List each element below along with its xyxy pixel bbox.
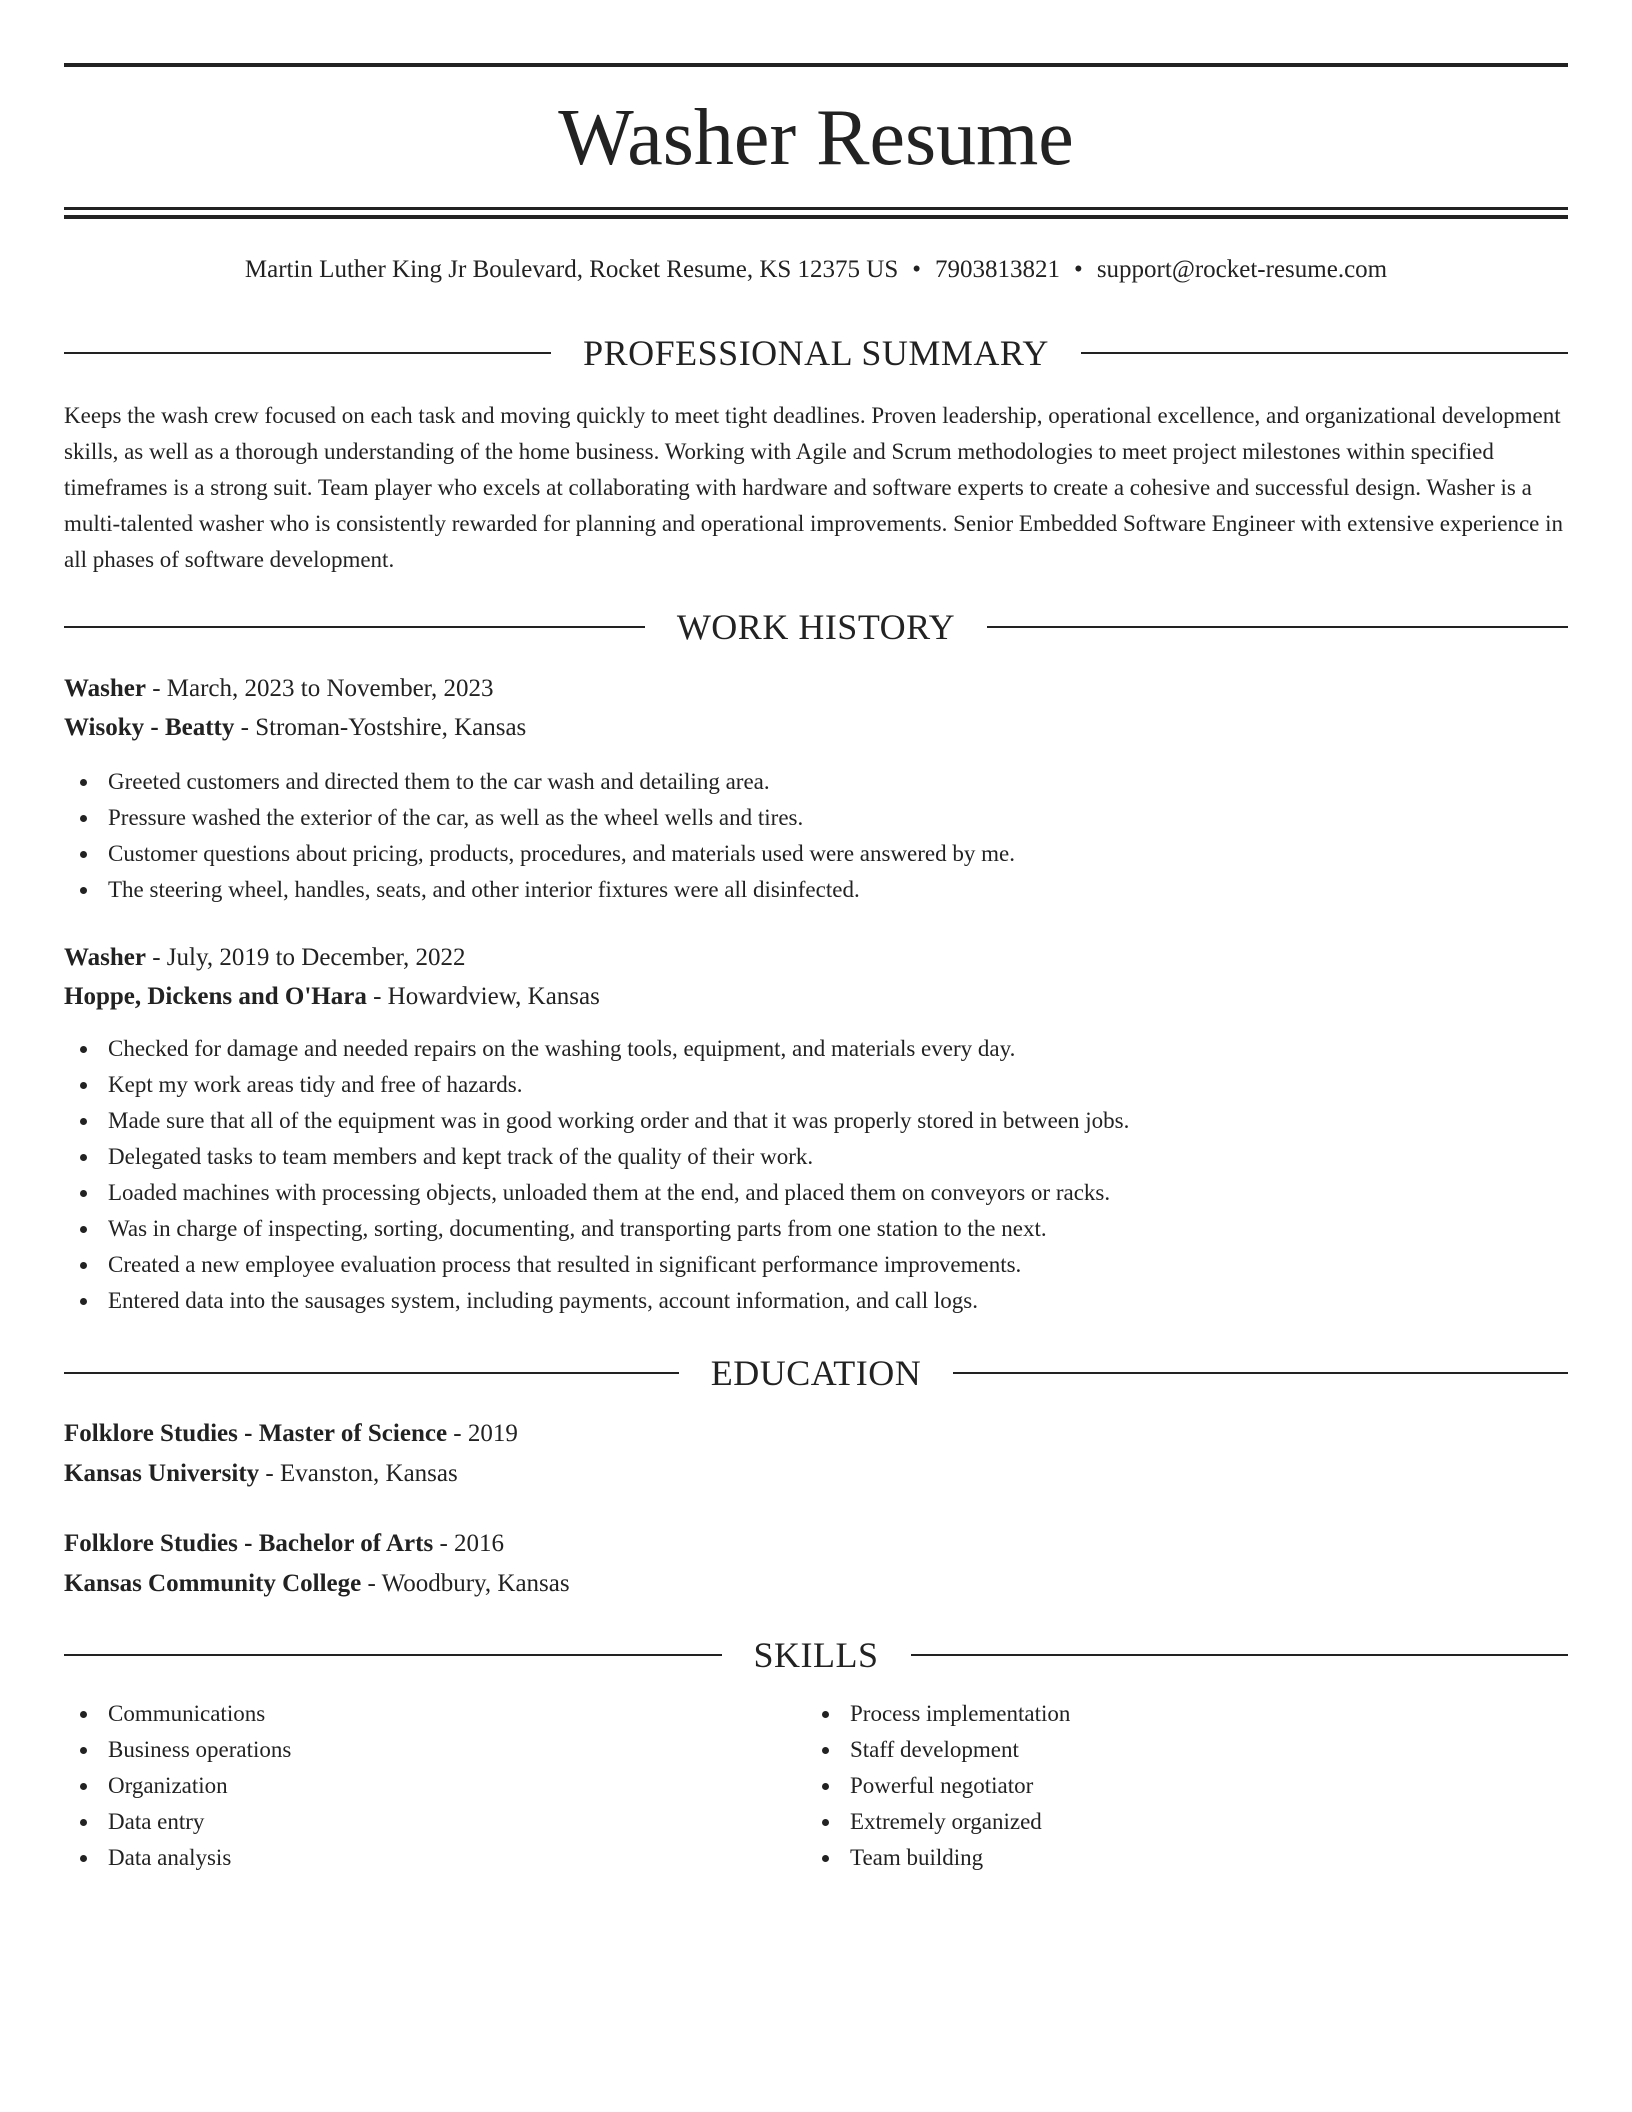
section-heading-summary [64,330,1568,376]
skill-item: Business operations [108,1732,808,1768]
list-item: Loaded machines with processing objects, unloaded them at the end, and placed them on conveyors or racks. [108,1175,1612,1211]
education-degree-line [64,1524,1568,1564]
resume-title: Washer Resume [558,94,1074,182]
job-dates: - July, 2019 to December, 2022 [145,944,466,971]
list-item: Kept my work areas tidy and free of hazards. [108,1067,1612,1103]
list-item: Delegated tasks to team members and kept track of the quality of their work. [108,1139,1612,1175]
section-title: PROFESSIONAL SUMMARY [583,333,1049,373]
contact-email: support@rocket-resume.com [1096,256,1388,283]
education-location: - Woodbury, Kansas [361,1570,570,1597]
job-company: Wisoky - Beatty [64,714,235,741]
education-school: Kansas Community College [64,1570,362,1597]
job-role: Washer [64,944,146,971]
list-item: Created a new employee evaluation process that resulted in significant performance improvements. [108,1247,1612,1283]
heading-rule [953,1372,1568,1374]
job-location: - Stroman-Yostshire, Kansas [234,714,527,741]
job-title-line [64,938,1568,978]
title-rule-lower [64,215,1568,219]
contact-separator: • [1074,256,1083,283]
contact-separator: • [912,256,922,283]
education-year: - 2016 [433,1530,505,1557]
heading-rule [64,1654,722,1656]
summary-text: Keeps the wash crew focused on each task and moving quickly to meet tight deadlines. Proven leadership, operational excellence, and organizational development skills, as well as a thorough understanding of the home business. Working with Agile and Scrum methodologies to meet project milestones within specified timeframes is a strong suit. Team player who excels at collaborating with hardware and software experts to create a cohesive and successful design. Washer is a multi-talented washer who is consistently rewarded for planning and operational improvements. Senior Embedded Software Engineer with extensive experience in all phases of software development. [64,403,1564,572]
heading-rule [64,626,645,628]
list-item: Checked for damage and needed repairs on the washing tools, equipment, and materials every day. [108,1031,1612,1067]
list-item: Greeted customers and directed them to the car wash and detailing area. [108,764,1612,800]
skill-item: Staff development [850,1732,1550,1768]
skill-item: Communications [108,1696,808,1732]
education-school: Kansas University [64,1460,260,1487]
job-title-line [64,669,1568,709]
skill-item: Team building [850,1840,1550,1876]
section-heading-education [64,1350,1568,1396]
skill-item: Data entry [108,1804,808,1840]
heading-rule [64,352,551,354]
skill-item: Organization [108,1768,808,1804]
education-location: - Evanston, Kansas [259,1460,458,1487]
section-title: WORK HISTORY [676,607,956,647]
title-rule-upper [64,207,1568,210]
contact-phone: 7903813821 [935,256,1061,283]
list-item: Was in charge of inspecting, sorting, documenting, and transporting parts from one station to the next. [108,1211,1612,1247]
job-company-line [64,977,1568,1017]
job-company-line [64,708,1568,748]
skill-item: Extremely organized [850,1804,1550,1840]
education-degree-line [64,1414,1568,1454]
list-item: Entered data into the sausages system, including payments, account information, and call logs. [108,1283,1612,1319]
education-school-line [64,1564,1568,1604]
heading-rule [911,1654,1569,1656]
heading-rule [1081,352,1568,354]
skills-list-left [64,1696,808,1876]
section-heading-work [64,604,1568,650]
list-item: Customer questions about pricing, products, procedures, and materials used were answered by me. [108,836,1612,872]
list-item: Pressure washed the exterior of the car, as well as the wheel wells and tires. [108,800,1612,836]
list-item: Made sure that all of the equipment was in good working order and that it was properly stored in between jobs. [108,1103,1612,1139]
section-title: SKILLS [753,1635,879,1675]
contact-line [64,252,1568,288]
section-heading-skills [64,1632,1568,1678]
education-school-line [64,1454,1568,1494]
list-item: The steering wheel, handles, seats, and other interior fixtures were all disinfected. [108,872,1612,908]
heading-rule [987,626,1568,628]
job-bullets [64,1031,1612,1319]
skill-item: Data analysis [108,1840,808,1876]
job-bullets [64,764,1612,908]
top-rule [64,63,1568,67]
education-degree: Folklore Studies - Bachelor of Arts [64,1530,434,1557]
job-company: Hoppe, Dickens and O'Hara [64,983,367,1010]
section-title: EDUCATION [710,1353,922,1393]
job-role: Washer [64,675,146,702]
skills-list-right [806,1696,1550,1876]
heading-rule [64,1372,679,1374]
job-location: - Howardview, Kansas [366,983,600,1010]
job-dates: - March, 2023 to November, 2023 [145,675,494,702]
skill-item: Process implementation [850,1696,1550,1732]
education-year: - 2019 [447,1420,518,1447]
contact-address: Martin Luther King Jr Boulevard, Rocket Resume, KS 12375 US [244,256,899,283]
education-degree: Folklore Studies - Master of Science [64,1420,448,1447]
skill-item: Powerful negotiator [850,1768,1550,1804]
